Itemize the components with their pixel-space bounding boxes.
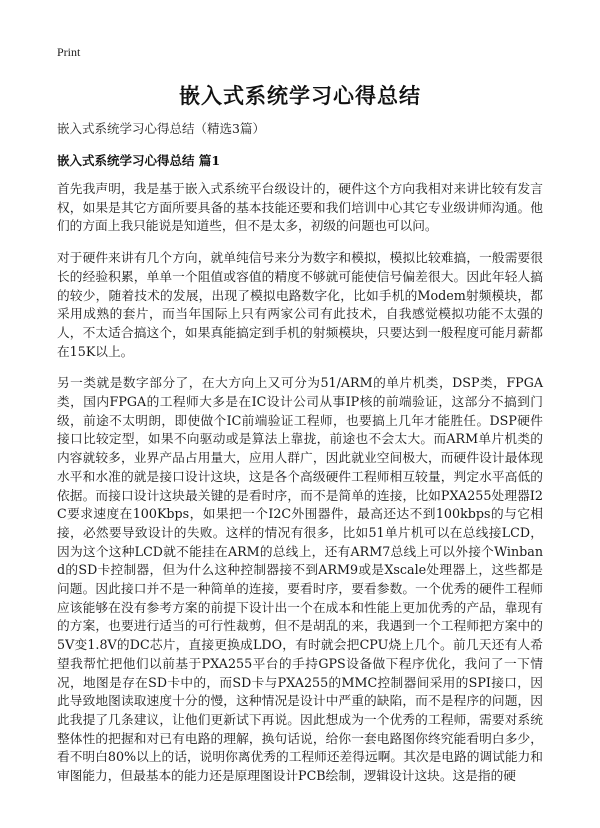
document-subtitle: 嵌入式系统学习心得总结（精选3篇）	[57, 121, 265, 136]
document-title: 嵌入式系统学习心得总结	[179, 83, 421, 108]
print-link[interactable]: Print	[57, 45, 81, 59]
paragraph-1: 首先我声明，我是基于嵌入式系统平台级设计的，硬件这个方向我相对来讲比较有发言权，如果是其它方面所要具备的基本技能还要和我们培训中心其它专业级讲师沟通。他们的方面上我只能说是知道些，但不是太多，初级的问题也可以问。	[57, 181, 543, 234]
paragraph-2: 对于硬件来讲有几个方向，就单纯信号来分为数字和模拟，模拟比较难搞，一般需要很长的经验积累，单单一个阻值或容值的精度不够就可能使信号偏差很大。因此年轻人搞的较少，随着技术的发展，出现了模拟电路数字化，比如手机的Modem射频模块，都采用成熟的套片，而当年国际上只有两家公司有此技术，自我感觉模拟功能不太强的人，不太适合搞这个，如果真能搞定到手机的射频模块，只要达到一般程度可能月薪都在15K以上。	[57, 250, 543, 359]
section-heading: 嵌入式系统学习心得总结 篇1	[57, 153, 221, 168]
paragraph-3: 另一类就是数字部分了，在大方向上又可分为51/ARM的单片机类，DSP类，FPGA类，国内FPGA的工程师大多是在IC设计公司从事IP核的前端验证，这部分不搞到门级，前途不太明朗，即使做个IC前端验证工程师，也要搞上几年才能胜任。DSP硬件接口比较定型，如果不向驱动或是算法上靠拢，前途也不会太大。而ARM单片机类的内容就较多，业界产品占用量大，应用人群广，因此就业空间极大，而硬件设计最体现水平和水准的就是接口设计这块，这是各个高级硬件工程师相互较量，判定水平高低的依据。而接口设计这块最关键的是看时序，而不是简单的连接，比如PXA255处理器I2C要求速度在100Kbps，如果把一个I2C外围器件，最高还达不到100kbps的与它相接，必然要导致设计的失败。这样的情况有很多，比如51单片机可以在总线接LCD，因为这个这种LCD就不能挂在ARM的总线上，还有ARM7总线上可以外接个Winband的SD卡控制器，但为什么这种控制器接不到ARM9或是Xscale处理器上，这些都是问题。因此接口并不是一种简单的连接，要看时序，要看参数。一个优秀的硬件工程师应该能够在没有参考方案的前提下设计出一个在成本和性能上更加优秀的产品，靠现有的方案，也要进行适当的可行性裁剪，但不是胡乱的来，我遇到一个工程师把方案中的5V变1.8V的DC芯片，直接更换成LDO，有时就会把CPU烧上几个。前几天还有人希望我帮忙把他们以前基于PXA255平台的手持GPS设备做下程序优化，我问了一下情况，地图是存在SD卡中的，而SD卡与PXA255的MMC控制器间采用的SPI接口，因此导致地图读取速度十分的慢，这种情况是设计中严重的缺陷，而不是程序的问题，因此我提了几条建议，让他们更新试下再说。因此想成为一个优秀的工程师，需要对系统整体性的把握和对已有电路的理解，换句话说，给你一套电路图你终究能看明白多少，看不明白80%以上的话，说明你离优秀的工程师还差得远啊。其次是电路的调试能力和审图能力，但最基本的能力还是原理图设计PCB绘制，逻辑设计这块。这是指的硬	[57, 375, 543, 784]
document-body	[57, 180, 543, 786]
